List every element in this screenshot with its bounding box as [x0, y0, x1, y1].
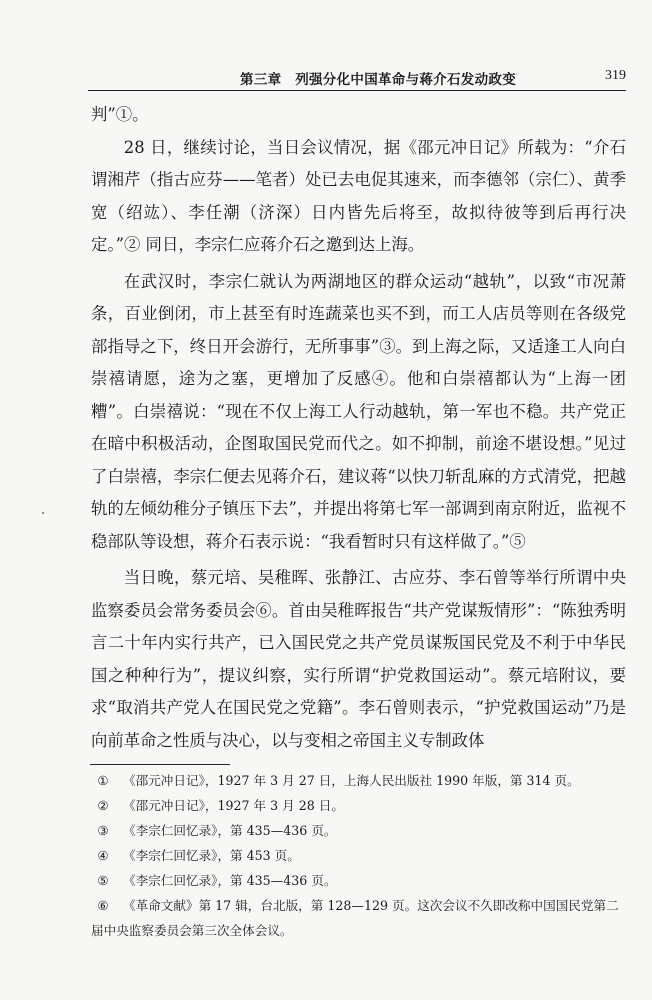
chapter-title: 第三章 列强分化中国革命与蒋介石发动政变 [240, 72, 516, 88]
footnote-marker: ② [97, 798, 109, 813]
footnote-marker: ① [97, 773, 109, 788]
footnote-text: 《邵元冲日记》，1927 年 3 月 27 日，上海人民出版社 1990 年版，第 314 页。 [123, 773, 580, 788]
footnote [91, 843, 626, 868]
footnote [91, 893, 626, 943]
footnotes [91, 768, 626, 943]
footnote-text: 《李宗仁回忆录》，第 435—436 页。 [123, 873, 337, 888]
footnote-text: 《李宗仁回忆录》，第 435—436 页。 [123, 823, 337, 838]
footnote-text: 《革命文献》第 17 辑，台北版，第 128—129 页。这次会议不久即改称中国国民党第二届中央监察委员会第三次全体会议。 [91, 898, 619, 938]
footnote-text: 《李宗仁回忆录》，第 453 页。 [123, 848, 300, 863]
page-number: 319 [605, 68, 626, 83]
scan-speck [42, 512, 44, 514]
paragraph-1: 判”①。 [91, 105, 149, 124]
main-text [91, 99, 626, 757]
running-header [88, 66, 626, 91]
footnote [91, 793, 626, 818]
footnote-marker: ④ [97, 848, 109, 863]
footnote [91, 768, 626, 793]
paragraph-3: 在武汉时，李宗仁就认为两湖地区的群众运动“越轨”，以致“市况萧条，百业倒闭，市上甚至有时连蔬菜也买不到，而工人店员等则在各级党部指导之下，终日开会游行，无所事事”③。到上海之际，又适逢工人向白崇禧请愿，途为之塞，更增加了反感④。他和白崇禧都认为“上海一团糟”。白崇禧说：“现在不仅上海工人行动越轨，第一军也不稳。共产党正在暗中积极活动，企图取国民党而代之。如不抑制，前途不堪设想。”见过了白崇禧，李宗仁便去见蒋介石，建议蒋“以快刀斩乱麻的方式清党，把越轨的左倾幼稚分子镇压下去”，并提出将第七军一部调到南京附近，监视不稳部队等设想，蒋介石表示说：“我看暂时只有这样做了。”⑤ [91, 271, 626, 551]
footnote-marker: ⑥ [97, 898, 109, 913]
footnote-separator [90, 764, 230, 765]
footnote [91, 868, 626, 893]
paragraph-4: 当日晚，蔡元培、吴稚晖、张静江、古应芬、李石曾等举行所谓中央监察委员会常务委员会⑥。首由吴稚晖报告“共产党谋叛情形”：“陈独秀明言二十年内实行共产，已入国民党之共产党员谋叛国民党及不利于中华民国之种种行为”，提议纠察，实行所谓“护党救国运动”。蔡元培附议，要求“取消共产党人在国民党之党籍”。李石曾则表示，“护党救国运动”乃是向前革命之性质与决心，以与变相之帝国主义专制政体 [91, 568, 626, 750]
paragraph-2: 28 日，继续讨论，当日会议情况，据《邵元冲日记》所载为：“介石谓湘芹（指古应芬——笔者）处已去电促其速来，而李德邻（宗仁）、黄季宽（绍竑）、李任潮（济深）日内皆先后将至，故拟待彼等到后再行决定。”② 同日，李宗仁应蒋介石之邀到达上海。 [91, 137, 626, 254]
footnote [91, 818, 626, 843]
footnote-marker: ③ [97, 823, 109, 838]
footnote-text: 《邵元冲日记》，1927 年 3 月 28 日。 [123, 798, 344, 813]
footnote-marker: ⑤ [97, 873, 109, 888]
